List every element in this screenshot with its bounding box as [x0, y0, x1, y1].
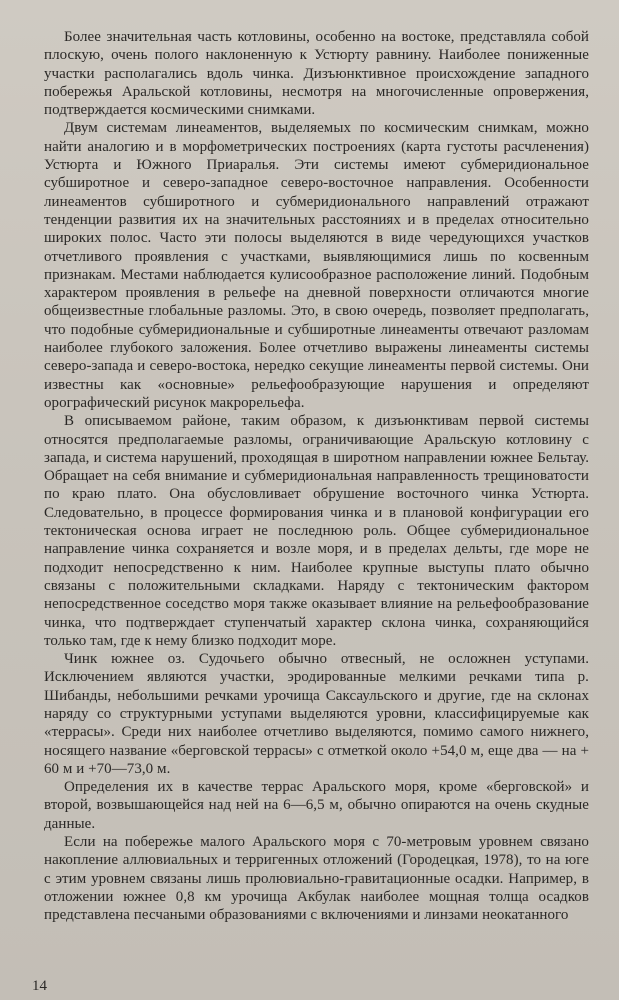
- page-number: 14: [32, 978, 47, 994]
- body-text: [44, 28, 589, 925]
- paragraph: В описываемом районе, таким образом, к дизъюнктивам первой системы относятся предполагаемые разломы, ограничивающие Аральскую котловину с запада, и система нарушений, проходящая в широтном направлении южнее Бельтау. Обращает на себя внимание и субмеридиональная направленность трещиноватости по краю плато. Она обусловливает обрушение восточного чинка Устюрта. Следовательно, в процессе формирования чинка и в плановой конфигурации его тектоническая основа играет не последнюю роль. Общее субмеридиональное направление чинка сохраняется и возле моря, и в пределах дельты, где море не подходит непосредственно к ним. Наиболее крупные выступы плато обычно связаны с положительными складками. Наряду с тектоническим фактором непосредственное соседство моря также оказывает влияние на рельефообразование чинка, что подтверждает ступенчатый характер склона чинка, сохраняющийся только там, где к нему близко подходит море.: [44, 413, 589, 649]
- paragraph: Более значительная часть котловины, особенно на востоке, представляла собой плоскую, очень полого наклоненную к Устюрту равнину. Наиболее пониженные участки располагались вдоль чинка. Дизъюнктивное происхождение западного побережья Аральской котловины, несмотря на многочисленные опровержения, подтверждается космическими снимками.: [44, 29, 589, 119]
- paragraph: Определения их в качестве террас Аральского моря, кроме «берговской» и второй, возвышающейся над ней на 6—6,5 м, обычно опираются на очень скудные данные.: [44, 779, 589, 832]
- paragraph: Чинк южнее оз. Судочьего обычно отвесный, не осложнен уступами. Исключением являются участки, эродированные мелкими речками типа р. Шибанды, небольшими речками урочища Саксаульского и другие, где на склонах наряду со структурными уступами выделяются уровни, классифицируемые как «террасы». Среди них наиболее отчетливо выделяются, помимо самого нижнего, носящего название «берговской террасы» с отметкой около +54,0 м, еще два — на + 60 м и +70—73,0 м.: [44, 651, 589, 777]
- paragraph: Двум системам линеаментов, выделяемых по космическим снимкам, можно найти аналогию и в морфометрических построениях (карта густоты расчленения) Устюрта и Южного Приаралья. Эти системы имеют субмеридиональное субширотное и северо-западное северо-восточное направления. Особенности линеаментов субширотного и субмеридионального направлений отражают тенденции развития их на значительных расстояниях и в пределах относительно широких полос. Часто эти полосы выделяются в виде чередующихся участков отчетливого проявления с участками, выявляющимися лишь по косвенным признакам. Местами наблюдается кулисообразное расположение линий. Подобным характером проявления в рельефе на дневной поверхности отличаются многие общеизвестные глобальные разломы. Это, в свою очередь, позволяет предполагать, что подобные субмеридиональные и субширотные линеаменты отвечают разломам наиболее глубокого заложения. Более отчетливо выражены линеаменты системы северо-запада и северо-востока, нередко секущие линеаменты первой системы. Они известны как «основные» рельефообразующие нарушения и определяют орографический рисунок макрорельефа.: [44, 120, 589, 411]
- paragraph: Если на побережье малого Аральского моря с 70-метровым уровнем связано накопление аллювиальных и терригенных отложений (Городецкая, 1978), то на юге с этим уровнем связаны лишь пролювиально-гравитационные осадки. Например, в отложении южнее 0,8 км урочища Акбулак наиболее мощная толща осадков представлена песчаными образованиями с включениями и линзами неокатанного: [44, 834, 589, 924]
